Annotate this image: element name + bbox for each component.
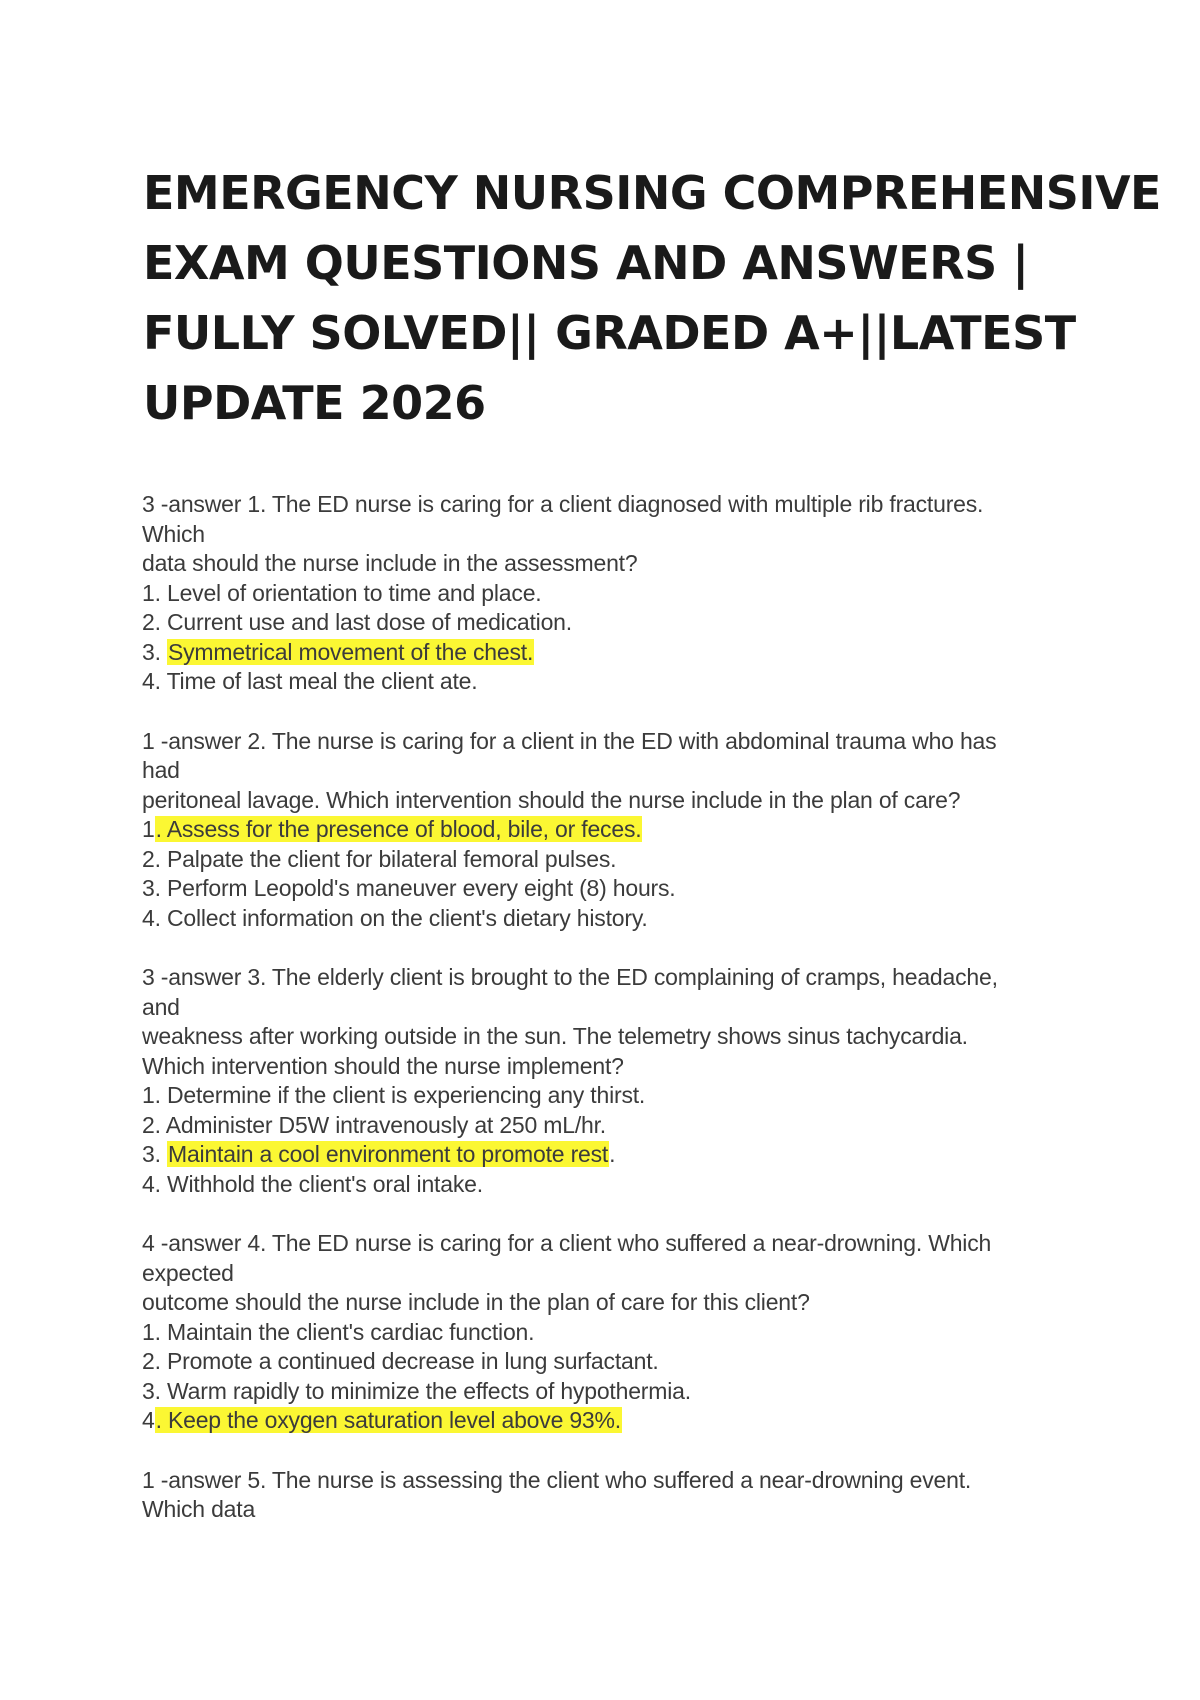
option-text: Perform Leopold's maneuver every eight (8) hours. xyxy=(166,875,676,901)
question-block xyxy=(142,727,1042,934)
question-stem-line: 4 -answer 4. The ED nurse is caring for a client who suffered a near-drowning. Which xyxy=(142,1230,992,1256)
option-number: 3. xyxy=(142,638,167,665)
title-line: EXAM QUESTIONS AND ANSWERS | xyxy=(143,236,1029,290)
option-number: 4 xyxy=(142,1407,155,1433)
option-text: Determine if the client is experiencing any thirst. xyxy=(166,1082,646,1108)
answer-option xyxy=(142,1347,1042,1377)
answer-option xyxy=(142,1318,1042,1348)
option-number: 3. xyxy=(142,1377,167,1404)
answer-option xyxy=(142,1111,1042,1141)
option-number: 1. xyxy=(142,579,167,606)
question-block xyxy=(142,963,1042,1199)
option-number: 4. xyxy=(142,1170,167,1197)
question-stem-line: peritoneal lavage. Which intervention should the nurse include in the plan of care? xyxy=(142,786,961,813)
title-line: UPDATE 2026 xyxy=(143,376,486,430)
question-stem-line: weakness after working outside in the sun. The telemetry shows sinus tachycardia. xyxy=(142,1023,968,1049)
document-title xyxy=(143,158,1161,438)
question-block xyxy=(142,1229,1042,1436)
highlighted-answer-text: . Keep the oxygen saturation level above 93%. xyxy=(155,1407,621,1433)
question-stem-line: Which xyxy=(142,520,205,547)
question-stem-line: Which intervention should the nurse implement? xyxy=(142,1052,624,1079)
option-text: Promote a continued decrease in lung surfactant. xyxy=(166,1348,659,1374)
highlighted-answer-text: Maintain a cool environment to promote rest xyxy=(167,1141,609,1167)
answer-option-correct xyxy=(142,1140,1042,1170)
answer-option xyxy=(142,904,1042,934)
option-text: Level of orientation to time and place. xyxy=(166,579,542,606)
option-number: 1. xyxy=(142,1082,167,1108)
option-number: 2. xyxy=(142,1111,166,1138)
answer-option-correct xyxy=(142,815,1042,845)
questions-list xyxy=(142,490,1042,1555)
option-number: 2. xyxy=(142,609,167,635)
answer-option-correct xyxy=(142,1406,1042,1436)
option-number: 3. xyxy=(142,1141,167,1167)
question-stem-line: 1 -answer 5. The nurse is assessing the client who suffered a near-drowning event. xyxy=(142,1466,972,1493)
option-text: Current use and last dose of medication. xyxy=(166,609,572,635)
option-text: Maintain the client's cardiac function. xyxy=(166,1318,535,1345)
option-number: 4. xyxy=(142,668,167,694)
option-number: 1 xyxy=(142,816,155,842)
title-line: FULLY SOLVED|| GRADED A+||LATEST xyxy=(143,306,1076,360)
option-number: 2. xyxy=(142,845,167,872)
question-block xyxy=(142,490,1042,697)
option-number: 1. xyxy=(142,1318,167,1345)
answer-option xyxy=(142,845,1042,875)
option-suffix: . xyxy=(609,1141,616,1167)
question-stem-line: data should the nurse include in the assessment? xyxy=(142,550,638,576)
option-text: Collect information on the client's dietary history. xyxy=(166,904,648,931)
question-stem-line: 1 -answer 2. The nurse is caring for a client in the ED with abdominal trauma who has xyxy=(142,727,997,754)
option-text: Time of last meal the client ate. xyxy=(166,668,478,694)
title-line: EMERGENCY NURSING COMPREHENSIVE xyxy=(143,166,1161,220)
answer-option xyxy=(142,1377,1042,1407)
question-stem-line: outcome should the nurse include in the plan of care for this client? xyxy=(142,1289,810,1315)
highlighted-answer-text: . Assess for the presence of blood, bile, or feces. xyxy=(155,816,642,842)
highlighted-answer-text: Symmetrical movement of the chest. xyxy=(167,638,534,665)
answer-option xyxy=(142,874,1042,904)
question-block xyxy=(142,1466,1042,1525)
answer-option xyxy=(142,667,1042,697)
option-text: Palpate the client for bilateral femoral pulses. xyxy=(166,845,617,872)
question-stem-line: had xyxy=(142,757,180,783)
answer-option xyxy=(142,1170,1042,1200)
answer-option xyxy=(142,579,1042,609)
answer-option-correct xyxy=(142,638,1042,668)
option-text: Withhold the client's oral intake. xyxy=(166,1170,483,1197)
question-stem-line: 3 -answer 3. The elderly client is brought to the ED complaining of cramps, headache, xyxy=(142,964,998,990)
option-text: Warm rapidly to minimize the effects of hypothermia. xyxy=(166,1377,691,1404)
option-text: Administer D5W intravenously at 250 mL/hr. xyxy=(165,1111,606,1138)
option-number: 2. xyxy=(142,1348,167,1374)
question-stem-line: expected xyxy=(142,1259,234,1286)
question-stem-line: and xyxy=(142,993,180,1020)
answer-option xyxy=(142,608,1042,638)
answer-option xyxy=(142,1081,1042,1111)
option-number: 3. xyxy=(142,875,167,901)
question-stem-line: Which data xyxy=(142,1496,256,1522)
option-number: 4. xyxy=(142,904,167,931)
question-stem-line: 3 -answer 1. The ED nurse is caring for a client diagnosed with multiple rib fractures. xyxy=(142,491,984,517)
